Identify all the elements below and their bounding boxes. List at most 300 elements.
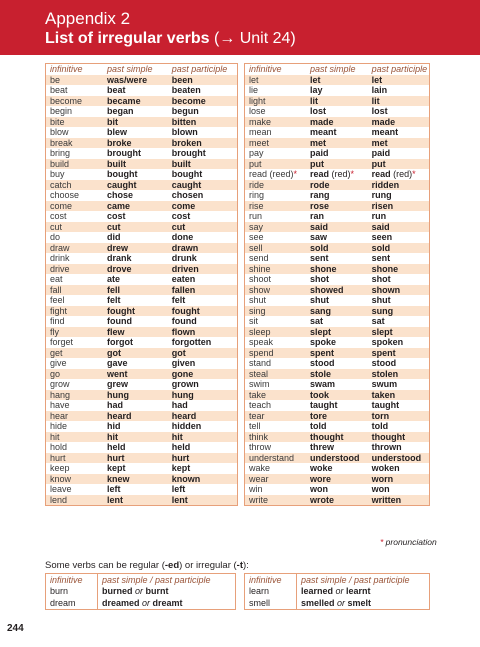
verb-past-simple: began — [107, 106, 134, 116]
verb-past-simple: met — [306, 138, 368, 149]
table-row — [46, 337, 238, 348]
table-row — [245, 369, 430, 380]
verb-past-participle: shone — [368, 264, 430, 275]
verb-past-simple: went — [103, 369, 168, 380]
verb-infinitive: find — [50, 316, 65, 326]
verb-infinitive: keep — [50, 463, 70, 473]
verb-past-simple: saw — [310, 232, 328, 242]
verb-past-simple: ate — [107, 274, 121, 284]
verb-infinitive: pay — [249, 148, 264, 158]
verb-infinitive: think — [245, 432, 307, 443]
verb-infinitive: hurt — [46, 453, 104, 464]
verb-past-participle: sat — [371, 316, 385, 326]
verb-past-simple: shut — [310, 295, 330, 305]
verb-past-simple: fell — [103, 285, 168, 296]
verb-infinitive: draw — [46, 243, 104, 254]
verb-infinitive: write — [245, 495, 307, 506]
table-row — [46, 180, 238, 191]
verb-past-simple: swam — [310, 379, 336, 389]
verb-past-participle: meant — [371, 127, 399, 137]
verb-past-participle: drunk — [171, 253, 197, 263]
verb-infinitive: let — [245, 75, 307, 86]
table-row — [245, 337, 430, 348]
verb-past-simple: became — [103, 96, 168, 107]
verb-infinitive: meet — [245, 138, 307, 149]
verb-past-participle: caught — [168, 180, 238, 191]
table-row — [46, 442, 238, 453]
table-row — [46, 495, 238, 506]
note-star: * — [380, 537, 384, 547]
verb-infinitive: fight — [46, 306, 104, 317]
verb-infinitive: begin — [50, 106, 73, 116]
verb-past-participle: seen — [371, 232, 393, 242]
verb-past-simple: read (red)* — [310, 169, 355, 179]
verb-past-simple: told — [310, 421, 327, 431]
verb-past-simple: had — [107, 400, 124, 410]
verb-past-simple: held — [107, 442, 126, 452]
verb-past-simple: shone — [306, 264, 368, 275]
verb-infinitive: win — [249, 484, 263, 494]
col-forms: past simple / past participle — [102, 574, 211, 585]
verb-past-participle: let — [368, 75, 430, 86]
verb-infinitive: smell — [245, 597, 297, 610]
verb-past-participle: spoken — [371, 337, 404, 347]
verb-past-participle: risen — [368, 201, 430, 212]
table-row — [46, 169, 238, 180]
table-row — [46, 484, 238, 495]
verb-infinitive: buy — [50, 169, 65, 179]
verb-past-participle: lain — [371, 85, 388, 95]
table-row — [245, 453, 430, 464]
verb-past-simple: did — [107, 232, 121, 242]
verb-past-participle: flown — [168, 327, 238, 338]
verb-infinitive: hit — [46, 432, 104, 443]
verb-past-participle: sung — [368, 306, 430, 317]
verbs-table-right — [244, 63, 430, 506]
table-row — [245, 106, 430, 117]
table-row — [46, 358, 238, 369]
table-row — [245, 253, 430, 264]
verb-infinitive: give — [50, 358, 67, 368]
regular-form: learned — [301, 586, 334, 596]
verb-past-simple: sang — [306, 306, 368, 317]
verb-past-simple: said — [306, 222, 368, 233]
table-row — [245, 400, 430, 411]
verb-past-participle: lost — [371, 106, 388, 116]
table-row — [46, 400, 238, 411]
verb-infinitive: dream — [46, 597, 98, 610]
verb-past-participle: paid — [371, 148, 391, 158]
verb-infinitive: hide — [50, 421, 68, 431]
intro-text: Some verbs can be regular ( — [45, 560, 165, 571]
verb-past-participle: sold — [368, 243, 430, 254]
verb-infinitive: cost — [50, 211, 67, 221]
verb-past-simple: wore — [306, 474, 368, 485]
verb-past-participle: hung — [168, 390, 238, 401]
table-row — [245, 232, 430, 243]
verb-past-simple: rang — [310, 190, 330, 200]
table-row — [46, 232, 238, 243]
verb-past-simple: forgot — [107, 337, 134, 347]
verb-past-participle: told — [371, 421, 389, 431]
verb-past-participle: rung — [371, 190, 392, 200]
table-row — [245, 243, 430, 254]
verb-past-simple: stood — [310, 358, 335, 368]
table-row — [46, 75, 238, 86]
verb-past-simple: slept — [306, 327, 368, 338]
verb-past-simple: kept — [107, 463, 126, 473]
verb-past-simple: chose — [107, 190, 134, 200]
table-row — [245, 117, 430, 128]
verb-past-participle: brought — [171, 148, 206, 158]
table-row — [46, 85, 238, 96]
verb-forms — [297, 597, 430, 610]
verb-forms — [98, 585, 236, 597]
verb-past-simple: drank — [107, 253, 132, 263]
table-row — [245, 222, 430, 233]
col-past-simple: past simple — [107, 64, 153, 74]
verb-past-participle: run — [371, 211, 387, 221]
table-row — [46, 316, 238, 327]
table-row — [245, 285, 430, 296]
or-text: or — [139, 598, 153, 608]
verb-past-simple: sent — [310, 253, 329, 263]
verb-past-simple: lent — [103, 495, 168, 506]
verb-past-simple: shot — [310, 274, 330, 284]
verb-past-simple: beat — [107, 85, 126, 95]
verb-past-simple: flew — [103, 327, 168, 338]
table-row — [245, 316, 430, 327]
verb-past-participle: heard — [168, 411, 238, 422]
verb-infinitive: take — [245, 390, 307, 401]
verb-past-participle: hit — [168, 432, 238, 443]
verb-past-simple: gave — [107, 358, 128, 368]
or-text: or — [333, 586, 347, 596]
verb-infinitive: forget — [50, 337, 74, 347]
verb-past-participle: ridden — [368, 180, 430, 191]
table-row — [245, 201, 430, 212]
title-main: List of irregular verbs — [45, 30, 210, 47]
verb-past-simple: hung — [103, 390, 168, 401]
table-row — [245, 127, 430, 138]
verb-past-participle: shut — [371, 295, 391, 305]
table-row — [245, 148, 430, 159]
table-row — [245, 190, 430, 201]
verb-past-simple: was/were — [103, 75, 168, 86]
verb-past-simple: drove — [103, 264, 168, 275]
verb-forms — [297, 585, 430, 597]
verb-infinitive: swim — [249, 379, 270, 389]
verb-infinitive: sit — [249, 316, 258, 326]
verb-past-participle: cost — [171, 211, 191, 221]
verb-past-participle: swum — [371, 379, 398, 389]
verb-past-participle: left — [171, 484, 186, 494]
verb-infinitive: become — [46, 96, 104, 107]
table-row — [245, 264, 430, 275]
verb-infinitive: put — [245, 159, 307, 170]
col-infinitive: infinitive — [245, 574, 297, 586]
verb-infinitive: have — [50, 400, 70, 410]
verb-past-participle: met — [368, 138, 430, 149]
table-row — [46, 285, 238, 296]
table-row — [245, 597, 430, 610]
verb-past-participle: woken — [371, 463, 400, 473]
verb-past-simple: lit — [306, 96, 368, 107]
verb-past-simple: ran — [310, 211, 325, 221]
table-row — [46, 432, 238, 443]
table-row — [46, 190, 238, 201]
verb-past-participle: come — [168, 201, 238, 212]
verb-past-participle: blown — [171, 127, 198, 137]
verbs-left-body — [46, 75, 238, 506]
table-row — [46, 453, 238, 464]
verb-past-simple: hid — [107, 421, 121, 431]
verb-past-simple: rose — [306, 201, 368, 212]
intro-text: ): — [243, 560, 249, 571]
verb-past-participle: beaten — [171, 85, 201, 95]
table-row — [46, 127, 238, 138]
verb-past-participle: cut — [168, 222, 238, 233]
table-row — [46, 253, 238, 264]
verb-past-participle: drawn — [168, 243, 238, 254]
verb-infinitive: cut — [46, 222, 104, 233]
verb-past-participle: chosen — [171, 190, 204, 200]
verb-past-simple: knew — [103, 474, 168, 485]
verb-infinitive: ring — [249, 190, 265, 200]
verb-past-participle: found — [171, 316, 197, 326]
verb-infinitive: sleep — [245, 327, 307, 338]
table-row — [46, 463, 238, 474]
table-row — [46, 117, 238, 128]
table-row — [245, 442, 430, 453]
verb-past-simple: threw — [310, 442, 335, 452]
verb-past-simple: put — [306, 159, 368, 170]
verb-infinitive: speak — [249, 337, 274, 347]
table-header-row — [245, 64, 430, 75]
verb-past-simple: lay — [310, 85, 323, 95]
verb-infinitive: teach — [249, 400, 272, 410]
verb-infinitive: do — [50, 232, 61, 242]
table-row — [46, 421, 238, 432]
verb-infinitive: build — [46, 159, 104, 170]
verb-past-simple: grew — [107, 379, 129, 389]
verb-past-participle: fought — [168, 306, 238, 317]
verb-infinitive: bring — [50, 148, 71, 158]
verb-past-participle: sent — [371, 253, 391, 263]
verbs-table-left — [45, 63, 238, 506]
verb-infinitive: send — [249, 253, 269, 263]
col-infinitive: infinitive — [249, 64, 282, 74]
table-row — [46, 585, 236, 597]
verb-past-participle: stolen — [368, 369, 430, 380]
col-infinitive: infinitive — [50, 64, 83, 74]
verb-infinitive: tell — [249, 421, 261, 431]
table-row — [46, 348, 238, 359]
verb-infinitive: be — [46, 75, 104, 86]
verb-past-simple: cost — [107, 211, 126, 221]
table-row — [46, 148, 238, 159]
verb-past-simple: lost — [310, 106, 327, 116]
verb-past-simple: took — [306, 390, 368, 401]
irregular-form: burnt — [145, 586, 169, 596]
table-row — [245, 306, 430, 317]
verb-past-simple: hurt — [103, 453, 168, 464]
verb-past-simple: drew — [103, 243, 168, 254]
verb-past-participle: fallen — [168, 285, 238, 296]
table-row — [46, 597, 236, 610]
verb-infinitive: learn — [245, 585, 297, 597]
table-row — [245, 96, 430, 107]
verb-infinitive: choose — [50, 190, 80, 200]
verb-past-simple: built — [103, 159, 168, 170]
verb-past-participle: lit — [368, 96, 430, 107]
table-row — [245, 169, 430, 180]
table-row — [245, 75, 430, 86]
table-row — [46, 138, 238, 149]
verb-infinitive: rise — [245, 201, 307, 212]
verb-past-simple: spent — [306, 348, 368, 359]
table-row — [46, 222, 238, 233]
verb-past-simple: felt — [107, 295, 121, 305]
appendix-label: Appendix 2 — [45, 9, 131, 28]
table-row — [245, 390, 430, 401]
col-past-participle: past participle — [371, 64, 428, 74]
verb-infinitive: spend — [245, 348, 307, 359]
verb-infinitive: lose — [249, 106, 266, 116]
table-row — [46, 274, 238, 285]
table-row — [245, 295, 430, 306]
table-row — [245, 474, 430, 485]
col-past-participle: past participle — [171, 64, 228, 74]
table-row — [46, 211, 238, 222]
verb-infinitive: shut — [249, 295, 267, 305]
verb-infinitive: tear — [245, 411, 307, 422]
verb-past-simple: rode — [306, 180, 368, 191]
verb-infinitive: fly — [46, 327, 104, 338]
verb-infinitive: understand — [245, 453, 307, 464]
table-row — [245, 327, 430, 338]
verb-infinitive: drive — [46, 264, 104, 275]
verb-past-participle: made — [368, 117, 430, 128]
verb-past-participle: become — [168, 96, 238, 107]
verb-past-simple: left — [107, 484, 121, 494]
verb-past-participle: kept — [171, 463, 191, 473]
irregular-form: dreamt — [152, 598, 183, 608]
table-row — [245, 211, 430, 222]
verb-past-participle: thrown — [371, 442, 402, 452]
verb-infinitive: fall — [46, 285, 104, 296]
verbs-right-body — [245, 75, 430, 506]
verb-infinitive: break — [46, 138, 104, 149]
verb-past-participle: driven — [168, 264, 238, 275]
verb-past-simple: broke — [103, 138, 168, 149]
verb-infinitive: say — [245, 222, 307, 233]
verb-past-participle: felt — [171, 295, 186, 305]
mixed-verbs-table-left — [45, 573, 236, 610]
verb-infinitive: sing — [245, 306, 307, 317]
regular-form: burned — [102, 586, 133, 596]
verb-infinitive: hear — [46, 411, 104, 422]
verb-past-participle: shot — [371, 274, 391, 284]
irregular-form: smelt — [347, 598, 372, 608]
verb-past-participle: bitten — [168, 117, 238, 128]
verb-infinitive: get — [46, 348, 104, 359]
verb-past-participle: been — [168, 75, 238, 86]
col-past-simple: past simple — [310, 64, 356, 74]
table-row — [245, 379, 430, 390]
page-title — [45, 30, 296, 48]
verb-infinitive: run — [249, 211, 263, 221]
verb-past-simple: stole — [306, 369, 368, 380]
small-header-row — [46, 574, 236, 586]
verb-infinitive: drink — [50, 253, 70, 263]
table-row — [46, 379, 238, 390]
table-row — [46, 306, 238, 317]
verb-past-simple: thought — [306, 432, 368, 443]
verb-infinitive: ride — [245, 180, 307, 191]
verb-past-participle: lent — [168, 495, 238, 506]
intro-text: ) or irregular ( — [179, 560, 237, 571]
regular-form: smelled — [301, 598, 335, 608]
verb-past-participle: hurt — [168, 453, 238, 464]
verb-infinitive: make — [245, 117, 307, 128]
table-row — [46, 369, 238, 380]
table-row — [46, 327, 238, 338]
verb-past-participle: shown — [368, 285, 430, 296]
col-infinitive: infinitive — [46, 574, 98, 586]
verb-infinitive: light — [245, 96, 307, 107]
table-row — [46, 106, 238, 117]
verb-infinitive: wake — [249, 463, 271, 473]
table-row — [46, 264, 238, 275]
verb-infinitive: throw — [249, 442, 272, 452]
verb-infinitive: catch — [46, 180, 104, 191]
verb-past-participle: begun — [171, 106, 199, 116]
verb-infinitive: feel — [50, 295, 65, 305]
page-number: 244 — [7, 623, 24, 634]
table-row — [46, 295, 238, 306]
table-header-row — [46, 64, 238, 75]
verb-past-participle: held — [171, 442, 191, 452]
unit-reference: (→ Unit 24) — [213, 30, 296, 47]
or-text: or — [334, 598, 348, 608]
verb-past-simple: blew — [107, 127, 128, 137]
verb-past-participle: eaten — [171, 274, 196, 284]
verb-past-simple: came — [103, 201, 168, 212]
table-row — [245, 421, 430, 432]
small-header-row — [245, 574, 430, 586]
verb-past-participle: had — [171, 400, 188, 410]
irregular-form: learnt — [346, 586, 371, 596]
intro-ed: -ed — [164, 560, 180, 571]
verb-past-simple: brought — [107, 148, 142, 158]
verb-infinitive: eat — [50, 274, 63, 284]
header-banner — [0, 0, 480, 55]
verb-infinitive: lend — [46, 495, 104, 506]
verb-past-simple: tore — [306, 411, 368, 422]
table-row — [245, 274, 430, 285]
verb-past-participle: torn — [368, 411, 430, 422]
verb-past-simple: sat — [310, 316, 324, 326]
regular-irregular-intro — [45, 560, 249, 571]
verb-past-participle: hidden — [171, 421, 202, 431]
verb-past-simple: meant — [310, 127, 337, 137]
verb-past-participle: worn — [368, 474, 430, 485]
note-text: pronunciation — [383, 537, 437, 547]
table-row — [46, 243, 238, 254]
table-row — [245, 358, 430, 369]
table-row — [245, 585, 430, 597]
